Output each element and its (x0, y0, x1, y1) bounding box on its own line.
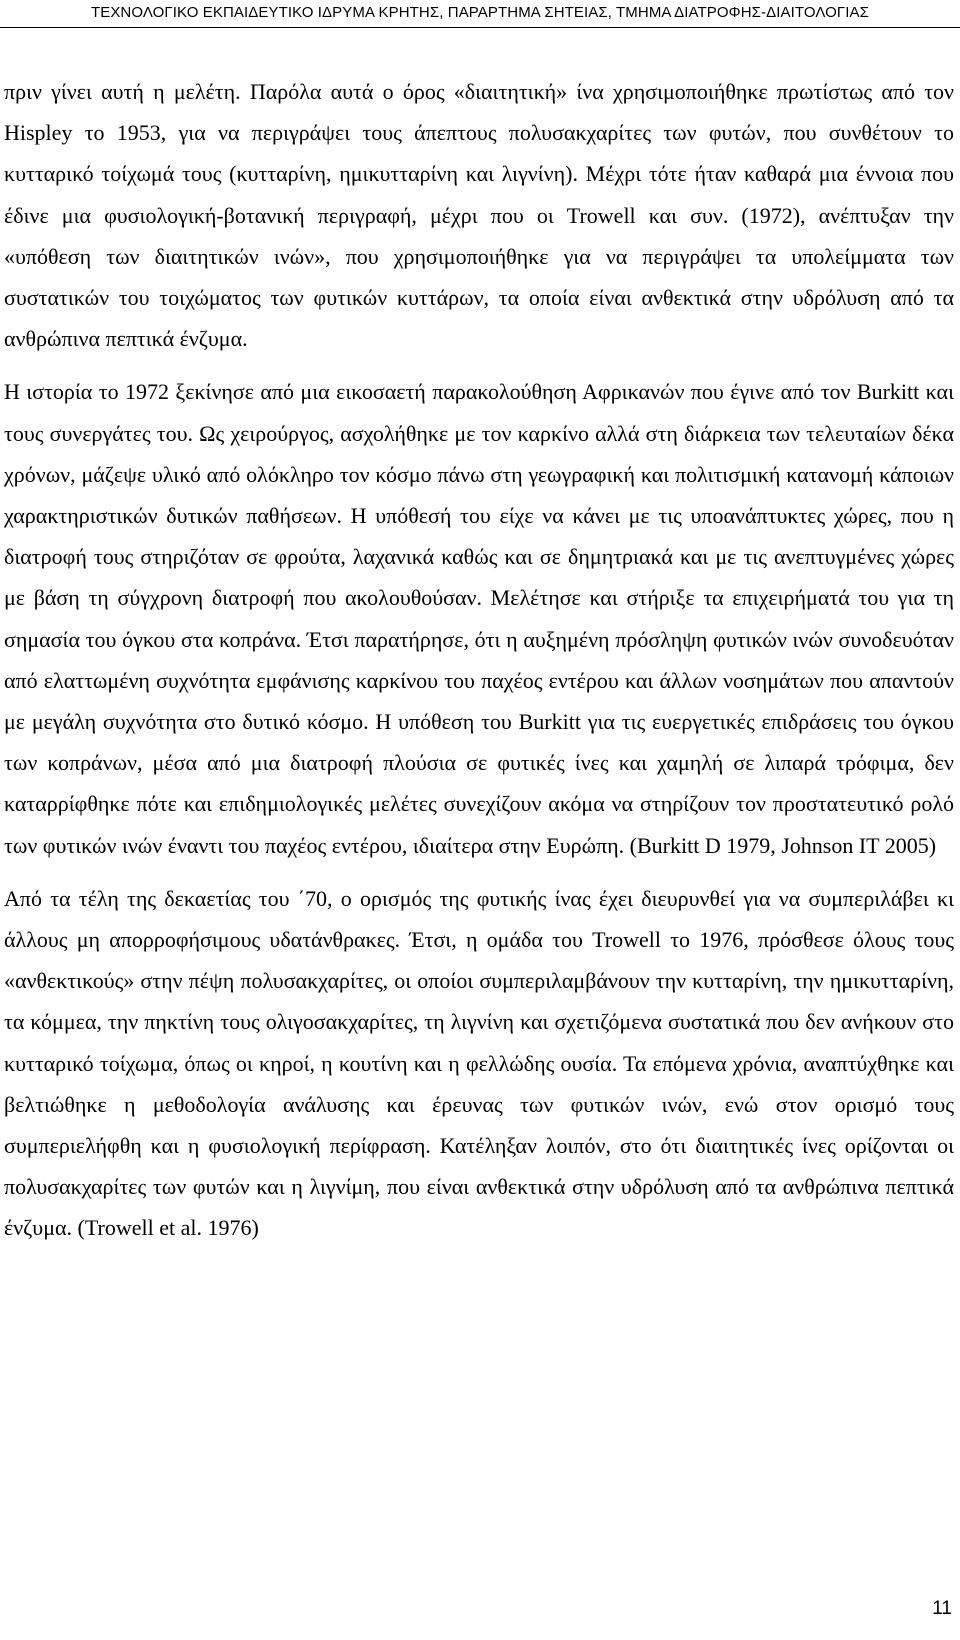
paragraph-dietary-fiber-term: πριν γίνει αυτή η μελέτη. Παρόλα αυτά ο όρος «διαιτητική» ίνα χρησιμοποιήθηκε πρωτίστως από τον Hispley το 1953, για να περιγράψει τους άπεπτους πολυσακχαρίτες των φυτών, που συνθέτουν το κυτταρικό τοίχωμά τους (κυτταρίνη, ημικυτταρίνη και λιγνίνη). Μέχρι τότε ήταν καθαρά μια έννοια που έδινε μια φυσιολογική-βοτανική περιγραφή, μέχρι που οι Trowell και συν. (1972), ανέπτυξαν την «υπόθεση των διαιτητικών ινών», που χρησιμοποιήθηκε για να περιγράψει τα υπολείμματα των συστατικών του τοιχώματος των φυτικών κυττάρων, τα οποία είναι ανθεκτικά στην υδρόλυση από τα ανθρώπινα πεπτικά ένζυμα. (4, 79, 954, 352)
paragraph-definition-expansion: Από τα τέλη της δεκαετίας του ΄70, ο ορισμός της φυτικής ίνας έχει διευρυνθεί για να συμπεριλάβει κι άλλους μη απορροφήσιμους υδατάνθρακες. Έτσι, η ομάδα του Trowell το 1976, πρόσθεσε όλους τους «ανθεκτικούς» στην πέψη πολυσακχαρίτες, οι οποίοι συμπεριλαμβάνουν την κυτταρίνη, την ημικυτταρίνη, τα κόμμεα, την πηκτίνη τους ολιγοσακχαρίτες, τη λιγνίνη και σχετιζόμενα συστατικά που δεν ανήκουν στο κυτταρικό τοίχωμα, όπως οι κηροί, η κουτίνη και η φελλώδης ουσία. Τα επόμενα χρόνια, αναπτύχθηκε και βελτιώθηκε η μεθοδολογία ανάλυσης και έρευνας των φυτικών ινών, ενώ στον ορισμό τους συμπεριελήφθη και η φυσιολογική περίφραση. Κατέληξαν λοιπόν, στο ότι διαιτητικές ίνες ορίζονται οι πολυσακχαρίτες των φυτών και η λιγνίμη, που είναι ανθεκτικά στην υδρόλυση από τα ανθρώπινα πεπτικά ένζυμα. (Trowell et al. 1976) (4, 885, 954, 1241)
header-divider (0, 27, 960, 28)
document-body (4, 71, 954, 1249)
paragraph-burkitt-history: Η ιστορία το 1972 ξεκίνησε από μια εικοσαετή παρακολούθηση Αφρικανών που έγινε από τον Burkitt και τους συνεργάτες του. Ως χειρούργος, ασχολήθηκε με τον καρκίνο αλλά στη διάρκεια των τελευταίων δέκα χρόνων, μάζεψε υλικό από ολόκληρο τον κόσμο πάνω στη γεωγραφική και πολιτισμική κατανομή κάποιων χαρακτηριστικών δυτικών παθήσεων. Η υπόθεσή του είχε να κάνει με τις υποανάπτυκτες χώρες, που η διατροφή τους στηριζόταν σε φρούτα, λαχανικά καθώς και σε δημητριακά και με τις ανεπτυγμένες χώρες με βάση τη σύγχρονη διατροφή που ακολουθούσαν. Μελέτησε και στήριξε τα επιχειρήματά του για τη σημασία του όγκου στα κοπράνα. Έτσι παρατήρησε, ότι η αυξημένη πρόσληψη φυτικών ινών συνοδευόταν από ελαττωμένη συχνότητα εμφάνισης καρκίνου του παχέος εντέρου και άλλων νοσημάτων που απαντούν με μεγάλη συχνότητα στο δυτικό κόσμο. Η υπόθεση του Burkitt για τις ευεργετικές επιδράσεις του όγκου των κοπράνων, μέσα από μια διατροφή πλούσια σε φυτικές ίνες και χαμηλή σε λιπαρά τρόφιμα, δεν καταρρίφθηκε πότε και επιδημιολογικές μελέτες συνεχίζουν ακόμα να στηρίζουν τον προστατευτικό ρολό των φυτικών ινών έναντι του παχέος εντέρου, ιδιαίτερα στην Ευρώπη. (Burkitt D 1979, Johnson IT 2005) (4, 379, 954, 858)
page-number: 11 (932, 1598, 952, 1619)
running-header: ΤΕΧΝΟΛΟΓΙΚΟ ΕΚΠΑΙΔΕΥΤΙΚΟ ΙΔΡΥΜΑ ΚΡΗΤΗΣ, ΠΑΡΑΡΤΗΜΑ ΣΗΤΕΙΑΣ, ΤΜΗΜΑ ΔΙΑΤΡΟΦΗΣ-ΔΙΑΙΤΟΛΟΓΙΑΣ (90, 4, 870, 21)
